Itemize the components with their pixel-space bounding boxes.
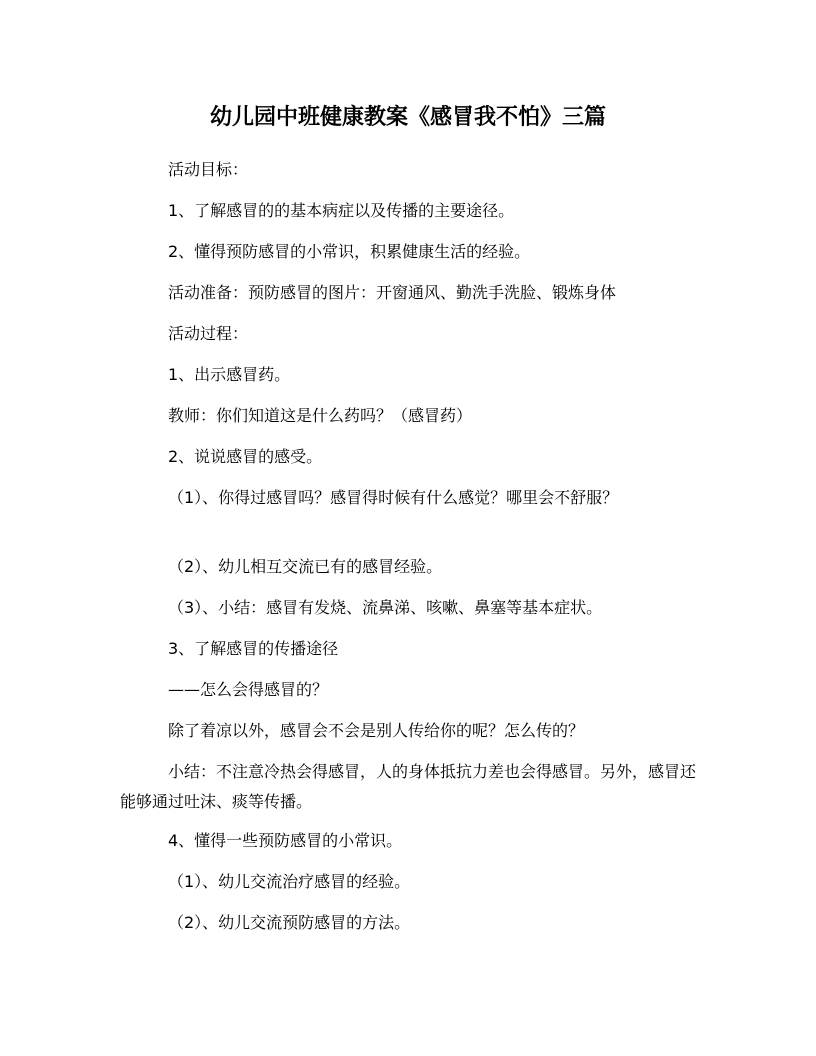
paragraph-step-3: 3、了解感冒的传播途径 [168,639,339,658]
document-title: 幼儿园中班健康教案《感冒我不怕》三篇 [209,105,606,130]
paragraph-step-4: 4、懂得一些预防感冒的小常识。 [168,831,403,850]
paragraph-step-1: 1、出示感冒药。 [168,365,291,384]
paragraph-goals-heading: 活动目标： [168,160,249,179]
paragraph-preparation: 活动准备：预防感冒的图片：开窗通风、勤洗手洗脸、锻炼身体 [168,283,617,302]
paragraph-goal-2: 2、懂得预防感冒的小常识，积累健康生活的经验。 [168,242,531,261]
paragraph-step-2-sub-3: （3）、小结：感冒有发烧、流鼻涕、咳嗽、鼻塞等基本症状。 [168,598,603,617]
paragraph-step-3-summary: 小结：不注意冷热会得感冒，人的身体抵抗力差也会得感冒。另外，感冒还能够通过吐沫、痰等传播。 [120,762,697,811]
paragraph-step-2-sub-1: （1）、你得过感冒吗？感冒得时候有什么感觉？哪里会不舒服？ [168,488,619,507]
paragraph-step-4-sub-2: （2）、幼儿交流预防感冒的方法。 [168,913,411,932]
paragraph-step-2-sub-2: （2）、幼儿相互交流已有的感冒经验。 [168,557,443,576]
paragraph-step-4-sub-1: （1）、幼儿交流治疗感冒的经验。 [168,872,411,891]
paragraph-step-2: 2、说说感冒的感受。 [168,447,323,466]
paragraph-step-3-question: ——怎么会得感冒的？ [168,680,329,699]
paragraph-teacher-question: 教师：你们知道这是什么药吗？（感冒药） [168,406,473,425]
paragraph-process-heading: 活动过程： [168,324,249,343]
paragraph-goal-1: 1、了解感冒的的基本病症以及传播的主要途径。 [168,201,515,220]
paragraph-step-3-discussion: 除了着凉以外，感冒会不会是别人传给你的呢？怎么传的？ [168,721,585,740]
